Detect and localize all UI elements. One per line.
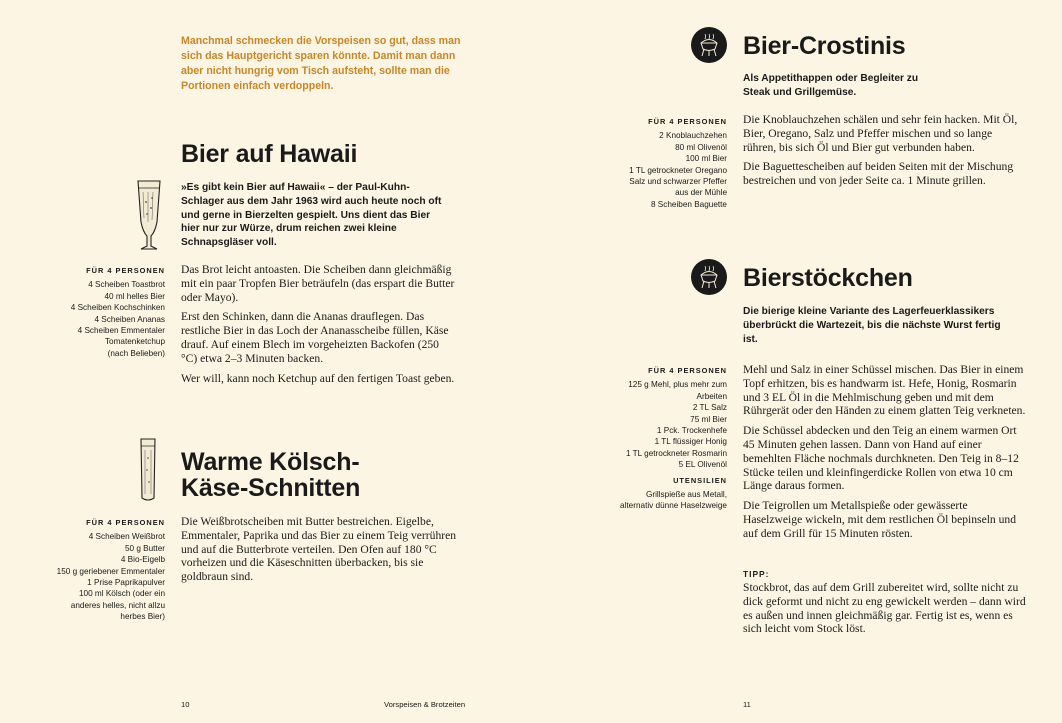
ingredient-item: 4 Scheiben Toastbrot <box>88 280 165 290</box>
ingredient-item: 1 TL getrockneter Rosmarin <box>625 448 727 458</box>
ingredient-item: anderes helles, nicht allzu <box>70 600 165 610</box>
step-paragraph: Die Knoblauchzehen schälen und sehr fein hacken. Mit Öl, Bier, Oregano, Salz und Pfeffer mischen und so lange rühren, bis sich Öl und Bier gut verbunden haben. <box>743 113 1018 154</box>
ingredient-item: 50 g Butter <box>124 543 165 553</box>
tip-box <box>743 569 1028 636</box>
page-number-right: 11 <box>743 700 751 709</box>
ingredient-item: 150 g geriebener Emmentaler <box>56 566 165 576</box>
ingredients-crostinis <box>581 116 727 210</box>
step-paragraph: Die Teigrollen um Metallspieße oder gewässerte Haselzweige wickeln, mit dem restlichen Öl bepinseln und auf dem Grill für 15 Minuten rösten. <box>743 499 1017 540</box>
pilsner-glass-icon <box>134 178 164 257</box>
ingredient-item: 5 EL Olivenöl <box>678 460 727 470</box>
ingredients-koelsch <box>30 517 165 623</box>
step-paragraph: Die Weißbrotscheiben mit Butter bestreichen. Eigelbe, Emmentaler, Paprika und das Bier zu einem Teig verrühren und auf die Butterbrote verteilen. Den Ofen auf 180 °C vorheizen und die Käseschnitten überbacken, bis sie goldbraun sind. <box>181 515 457 584</box>
ingredient-item: 4 Scheiben Weißbrot <box>88 532 165 542</box>
page-number-left: 10 <box>181 700 190 709</box>
utensil-item: Grillspieße aus Metall, <box>646 490 727 500</box>
recipe-lead-stoeckchen: Die bierige kleine Variante des Lagerfeuerklassikers überbrückt die Wartezeit, bis die nächste Wurst fertig ist. <box>743 306 1001 345</box>
ingredient-item: 100 ml Bier <box>685 154 727 164</box>
ingredient-item: 40 ml helles Bier <box>104 291 165 301</box>
persons-label: FÜR 4 PERSONEN <box>648 366 727 375</box>
tip-text: Stockbrot, das auf dem Grill zubereitet wird, sollte nicht zu dick geformt und nicht zu eng gewickelt werden – dann wird es außen und innen gleichmäßig gar. Fertig ist es, wenn es sich leicht vom Stock löst. <box>743 581 1026 636</box>
ingredients-stoeckchen <box>581 365 727 512</box>
utensil-item: alternativ dünne Haselzweige <box>620 501 727 511</box>
ingredient-item: 75 ml Bier <box>690 414 727 424</box>
title-line: Käse-Schnitten <box>181 474 361 502</box>
steps-hawaii <box>181 263 456 391</box>
persons-label: FÜR 4 PERSONEN <box>648 117 727 126</box>
ingredient-item: 4 Scheiben Kochschinken <box>70 303 165 313</box>
recipe-title-koelsch <box>181 449 360 501</box>
ingredient-item: Arbeiten <box>696 391 727 401</box>
recipe-title-hawaii: Bier auf Hawaii <box>181 140 358 168</box>
ingredient-item: herbes Bier) <box>120 612 165 622</box>
ingredient-item: Tomatenketchup <box>104 337 165 347</box>
persons-label: FÜR 4 PERSONEN <box>86 266 165 275</box>
ingredient-item: 2 TL Salz <box>692 403 727 413</box>
ingredient-item: 4 Bio-Eigelb <box>120 555 165 565</box>
ingredient-item: 1 Pck. Trockenhefe <box>656 426 727 436</box>
ingredient-item: 1 Prise Paprikapulver <box>87 578 165 588</box>
intro-text: Manchmal schmecken die Vorspeisen so gut, dass man sich das Hauptgericht sparen könnte. Damit man dann aber nicht hungrig vom Tisch aufsteht, sollte man die Portionen einfach verdoppeln. <box>181 35 461 92</box>
ingredient-item: 4 Scheiben Ananas <box>94 314 165 324</box>
recipe-title-stoeckchen: Bierstöckchen <box>743 264 913 292</box>
koelsch-glass-icon <box>138 436 158 509</box>
ingredient-item: aus der Mühle <box>675 188 727 198</box>
persons-label: FÜR 4 PERSONEN <box>86 518 165 527</box>
step-paragraph: Wer will, kann noch Ketchup auf den fertigen Toast geben. <box>181 371 455 385</box>
steps-koelsch <box>181 515 459 590</box>
ingredient-item: 100 ml Kölsch (oder ein <box>78 589 165 599</box>
ingredient-item: Salz und schwarzer Pfeffer <box>629 177 727 187</box>
ingredient-item: 4 Scheiben Emmentaler <box>77 326 165 336</box>
ingredient-item: 1 TL getrockneter Oregano <box>629 165 727 175</box>
recipe-lead-hawaii: »Es gibt kein Bier auf Hawaii« – der Paul-Kuhn-Schlager aus dem Jahr 1963 wird auch heute noch oft und gerne in Bierzelten gespielt. Uns dient das Bier hier nur zur Würze, drum reichen zwei kleine Schnapsgläser voll. <box>181 182 442 249</box>
title-line: Warme Kölsch- <box>181 448 360 476</box>
recipe-lead-crostinis: Als Appetithappen oder Begleiter zu Steak und Grillgemüse. <box>743 73 919 98</box>
step-paragraph: Mehl und Salz in einer Schüssel mischen. Das Bier in einem Topf erhitzen, bis es handwarm ist. Hefe, Honig, Rosmarin und 3 EL Öl in die Mehlmischung geben und mit dem Rührgerät oder den Händen zu einem glatten Teig verkneten. <box>743 363 1026 418</box>
step-paragraph: Die Schüssel abdecken und den Teig an einem warmen Ort 45 Minuten gehen lassen. Dann von Hand auf einer bemehlten Fläche nochmals durchkneten. Den Teig in 8–12 Stücke teilen und kleinfingerdicke Rollen von etwa 10 cm Länge daraus formen. <box>743 424 1019 493</box>
ingredient-item: 8 Scheiben Baguette <box>650 199 727 209</box>
section-name: Vorspeisen & Brotzeiten <box>384 700 466 709</box>
step-paragraph: Das Brot leicht antoasten. Die Scheiben dann gleichmäßig mit ein paar Tropfen Bier beträufeln (das erspart die Butter oder Mayo). <box>181 263 455 304</box>
ingredient-item: 80 ml Olivenöl <box>675 142 727 152</box>
utensils-label: UTENSILIEN <box>673 475 727 485</box>
grill-icon <box>691 259 727 295</box>
step-paragraph: Erst den Schinken, dann die Ananas drauflegen. Das restliche Bier in das Loch der Ananasscheibe füllen, Käse drauf. Auf einem Blech im vorgeheizten Backofen (250 °C) etwa 2–3 Minuten backen. <box>181 310 449 365</box>
ingredient-item: 2 Knoblauchzehen <box>659 131 727 141</box>
right-page <box>531 0 1062 723</box>
steps-crostinis <box>743 113 1028 194</box>
ingredient-item: 1 TL flüssiger Honig <box>654 437 727 447</box>
recipe-title-crostinis: Bier-Crostinis <box>743 32 906 60</box>
ingredient-item: (nach Belieben) <box>107 348 165 358</box>
grill-icon <box>691 27 727 63</box>
ingredients-hawaii <box>30 265 165 359</box>
ingredient-item: 125 g Mehl, plus mehr zum <box>628 380 727 390</box>
step-paragraph: Die Baguettescheiben auf beiden Seiten mit der Mischung bestreichen und von jeder Seite ca. 1 Minute grillen. <box>743 160 1014 188</box>
tip-label: TIPP: <box>743 569 770 579</box>
steps-stoeckchen <box>743 363 1028 547</box>
